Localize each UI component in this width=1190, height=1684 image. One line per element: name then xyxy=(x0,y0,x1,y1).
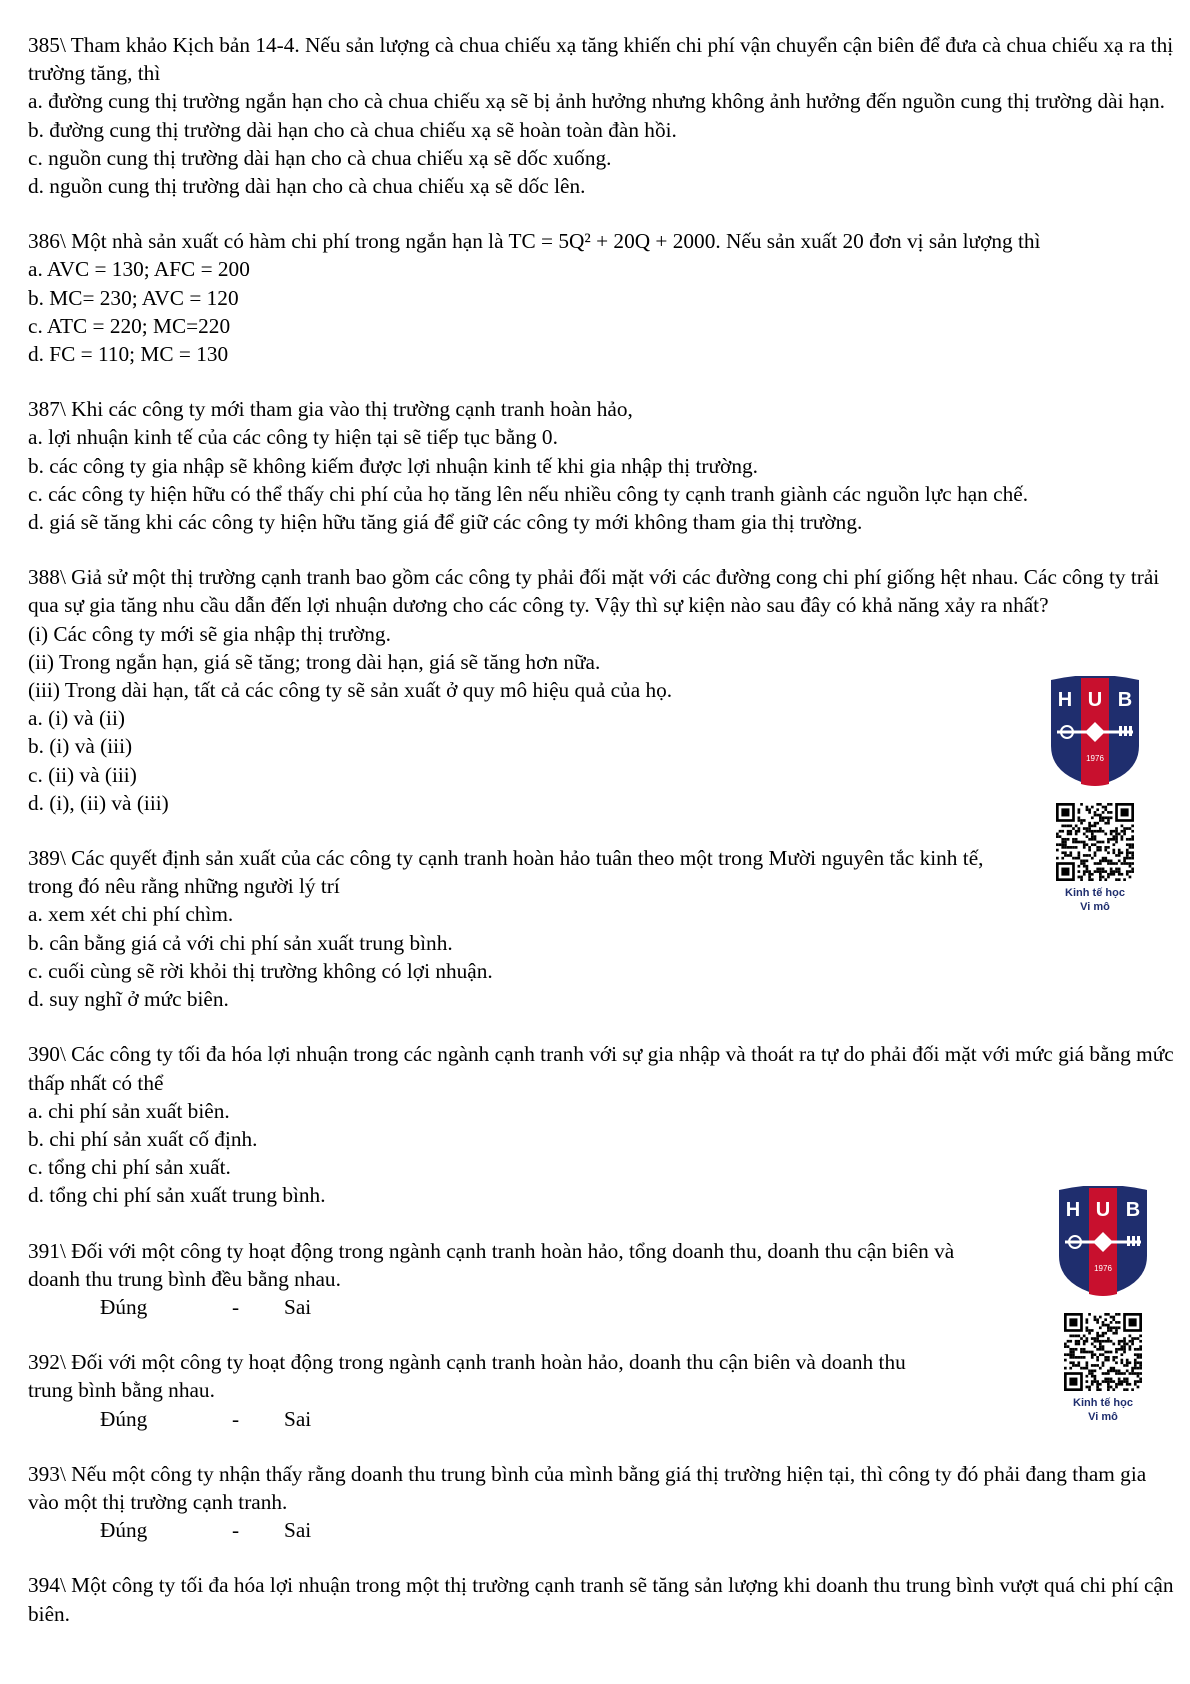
svg-text:H: H xyxy=(1065,1199,1081,1221)
question-393 xyxy=(28,1460,1178,1545)
svg-text:U: U xyxy=(1095,1199,1111,1221)
dash: - xyxy=(232,1406,240,1431)
option-d: d. nguồn cung thị trường dài hạn cho cà chua chiếu xạ sẽ dốc lên. xyxy=(28,174,586,199)
option-d: d. FC = 110; MC = 130 xyxy=(28,342,229,367)
false-label: Sai xyxy=(284,1518,312,1543)
question-390 xyxy=(28,1040,1178,1209)
option-d: d. (i), (ii) và (iii) xyxy=(28,790,169,815)
option-c: c. nguồn cung thị trường dài hạn cho cà chua chiếu xạ sẽ dốc xuống. xyxy=(28,145,612,170)
question-stem: 389\ Các quyết định sản xuất của các công ty cạnh tranh hoàn hảo tuân theo một trong Mười nguyên tắc kinh tế, trong đó nêu rằng những người lý trí xyxy=(28,846,984,899)
qr-code-icon xyxy=(1056,803,1134,881)
qr-code-icon xyxy=(1064,1313,1142,1391)
dash: - xyxy=(232,1518,240,1543)
question-stem: 391\ Đối với một công ty hoạt động trong ngành cạnh tranh hoàn hảo, tổng doanh thu, doanh thu cận biên và doanh thu trung bình đều bằng nhau. xyxy=(28,1238,955,1291)
svg-text:B: B xyxy=(1125,1199,1141,1221)
logo-caption: Kinh tế học Vi mô xyxy=(1073,1397,1133,1423)
option-b: b. (i) và (iii) xyxy=(28,734,133,759)
question-388 xyxy=(28,563,1178,817)
hub-logo xyxy=(1041,676,1149,914)
option-c: c. các công ty hiện hữu có thể thấy chi phí của họ tăng lên nếu nhiều công ty cạnh tranh giành các nguồn lực hạn chế. xyxy=(28,481,1029,506)
question-stem: 392\ Đối với một công ty hoạt động trong ngành cạnh tranh hoàn hảo, doanh thu cận biên và doanh thu trung bình bằng nhau. xyxy=(28,1350,906,1403)
question-394 xyxy=(28,1571,1178,1627)
false-label: Sai xyxy=(284,1406,312,1431)
statement-i: (i) Các công ty mới sẽ gia nhập thị trường. xyxy=(28,621,391,646)
option-c: c. ATC = 220; MC=220 xyxy=(28,313,231,338)
logo-caption: Kinh tế học Vi mô xyxy=(1065,887,1125,913)
statement-ii: (ii) Trong ngắn hạn, giá sẽ tăng; trong dài hạn, giá sẽ tăng hơn nữa. xyxy=(28,649,601,674)
hub-shield-icon xyxy=(1047,676,1143,788)
option-b: b. cân bằng giá cả với chi phí sản xuất trung bình. xyxy=(28,930,453,955)
question-stem: 387\ Khi các công ty mới tham gia vào thị trường cạnh tranh hoàn hảo, xyxy=(28,397,633,422)
question-stem: 394\ Một công ty tối đa hóa lợi nhuận trong một thị trường cạnh tranh sẽ tăng sản lượng khi doanh thu trung bình vượt quá chi phí cận biên. xyxy=(28,1573,1174,1626)
option-b: b. MC= 230; AVC = 120 xyxy=(28,285,239,310)
true-false-choice xyxy=(28,1293,1178,1321)
option-d: d. tổng chi phí sản xuất trung bình. xyxy=(28,1183,326,1208)
question-387 xyxy=(28,395,1178,536)
statement-iii: (iii) Trong dài hạn, tất cả các công ty sẽ sản xuất ở quy mô hiệu quả của họ. xyxy=(28,678,673,703)
option-d: d. giá sẽ tăng khi các công ty hiện hữu tăng giá để giữ các công ty mới không tham gia thị trường. xyxy=(28,510,863,535)
true-false-choice xyxy=(28,1405,1178,1433)
option-a: a. lợi nhuận kinh tế của các công ty hiện tại sẽ tiếp tục bằng 0. xyxy=(28,425,558,450)
question-stem: 388\ Giả sử một thị trường cạnh tranh bao gồm các công ty phải đối mặt với các đường cong chi phí giống hệt nhau. Các công ty trải qua sự gia tăng nhu cầu dẫn đến lợi nhuận dương cho các công ty. Vậy thì sự kiện nào sau đây có khả năng xảy ra nhất? xyxy=(28,565,1160,618)
false-label: Sai xyxy=(284,1294,312,1319)
hub-logo xyxy=(1049,1186,1157,1424)
question-stem: 386\ Một nhà sản xuất có hàm chi phí trong ngắn hạn là TC = 5Q² + 20Q + 2000. Nếu sản xuất 20 đơn vị sản lượng thì xyxy=(28,229,1041,254)
true-false-choice xyxy=(28,1516,1178,1544)
question-stem: 385\ Tham khảo Kịch bản 14-4. Nếu sản lượng cà chua chiếu xạ tăng khiến chi phí vận chuyển cận biên để đưa cà chua chiếu xạ ra thị trường tăng, thì xyxy=(28,33,1174,86)
true-label: Đúng xyxy=(100,1406,148,1431)
option-c: c. cuối cùng sẽ rời khỏi thị trường không có lợi nhuận. xyxy=(28,958,493,983)
question-385 xyxy=(28,31,1178,200)
question-392 xyxy=(28,1348,1178,1433)
svg-text:1976: 1976 xyxy=(1094,1264,1112,1273)
option-c: c. (ii) và (iii) xyxy=(28,762,137,787)
svg-text:H: H xyxy=(1057,689,1073,711)
option-a: a. chi phí sản xuất biên. xyxy=(28,1098,230,1123)
option-a: a. (i) và (ii) xyxy=(28,706,125,731)
question-stem: 390\ Các công ty tối đa hóa lợi nhuận trong các ngành cạnh tranh với sự gia nhập và thoát ra tự do phải đối mặt với mức giá bằng mức thấp nhất có thể xyxy=(28,1042,1174,1095)
hub-shield-icon xyxy=(1055,1186,1151,1298)
svg-text:B: B xyxy=(1117,689,1133,711)
option-b: b. chi phí sản xuất cố định. xyxy=(28,1126,258,1151)
question-391 xyxy=(28,1237,1178,1322)
svg-text:U: U xyxy=(1087,689,1103,711)
question-386 xyxy=(28,227,1178,368)
dash: - xyxy=(232,1294,240,1319)
option-a: a. xem xét chi phí chìm. xyxy=(28,902,234,927)
option-a: a. AVC = 130; AFC = 200 xyxy=(28,257,250,282)
document xyxy=(28,31,1178,1655)
option-c: c. tổng chi phí sản xuất. xyxy=(28,1155,231,1180)
true-label: Đúng xyxy=(100,1294,148,1319)
option-b: b. các công ty gia nhập sẽ không kiếm được lợi nhuận kinh tế khi gia nhập thị trường. xyxy=(28,453,758,478)
option-a: a. đường cung thị trường ngắn hạn cho cà chua chiếu xạ sẽ bị ảnh hưởng nhưng không ảnh hưởng đến nguồn cung thị trường dài hạn. xyxy=(28,89,1165,114)
svg-text:1976: 1976 xyxy=(1086,754,1104,763)
true-label: Đúng xyxy=(100,1518,148,1543)
option-d: d. suy nghĩ ở mức biên. xyxy=(28,987,229,1012)
option-b: b. đường cung thị trường dài hạn cho cà chua chiếu xạ sẽ hoàn toàn đàn hồi. xyxy=(28,117,677,142)
question-stem: 393\ Nếu một công ty nhận thấy rằng doanh thu trung bình của mình bằng giá thị trường hiện tại, thì công ty đó phải đang tham gia vào một thị trường cạnh tranh. xyxy=(28,1461,1147,1514)
question-389 xyxy=(28,844,1178,1013)
